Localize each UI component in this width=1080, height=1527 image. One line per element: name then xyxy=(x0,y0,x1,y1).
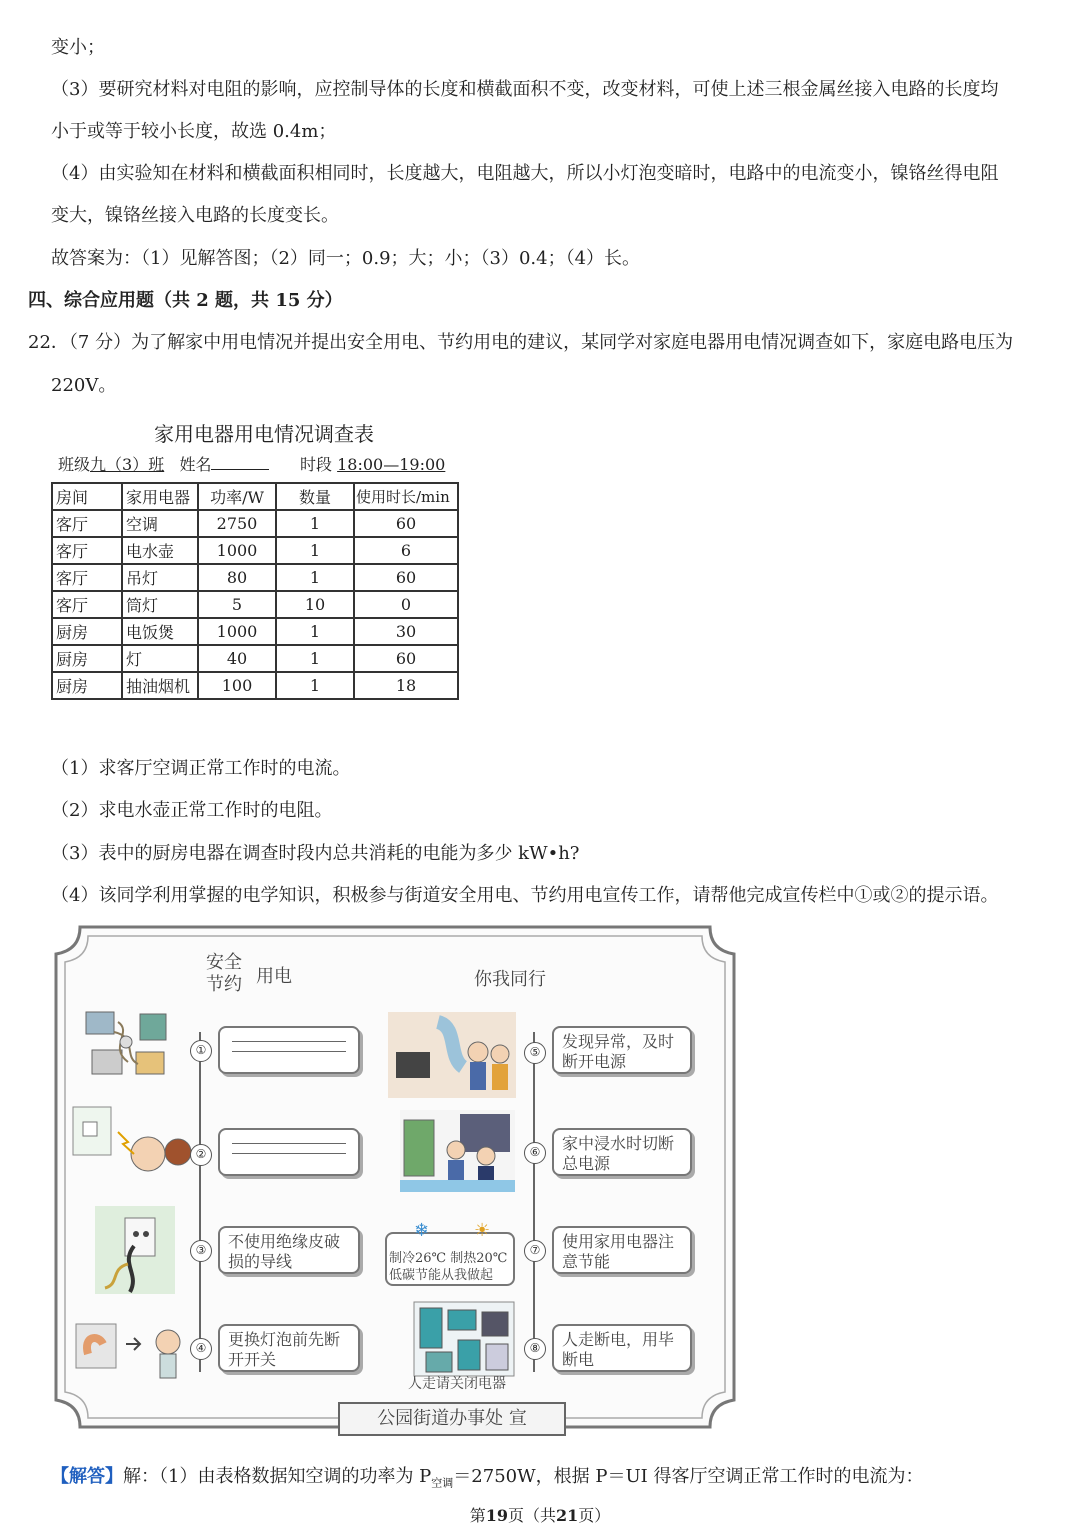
cell: 1 xyxy=(276,510,354,537)
cell: 10 xyxy=(276,591,354,618)
answer-tag: 【解答】 xyxy=(51,1466,123,1487)
cell: 5 xyxy=(198,591,276,618)
cell: 吊灯 xyxy=(122,564,198,591)
cell: 2750 xyxy=(198,510,276,537)
cell: 0 xyxy=(354,591,458,618)
poster-title-right: 用电 xyxy=(256,966,292,987)
total-pages: 21 xyxy=(556,1506,579,1525)
class-value: 九（3）班 xyxy=(90,455,165,474)
survey-table xyxy=(51,482,459,700)
footer-pre: 第 xyxy=(469,1506,486,1525)
section-heading: 四、综合应用题（共 2 题，共 15 分） xyxy=(28,290,343,311)
footer-post: 页） xyxy=(578,1506,611,1525)
cell: 1000 xyxy=(198,537,276,564)
table-header-row xyxy=(52,483,458,510)
damaged-wire-illustration xyxy=(90,1204,180,1296)
slogan-box-2-blank[interactable] xyxy=(218,1128,360,1176)
child-socket-illustration xyxy=(68,1102,193,1187)
cell: 客厅 xyxy=(52,591,122,618)
poster-title-stack xyxy=(206,952,242,996)
timeline-right xyxy=(533,1032,535,1372)
blank-line xyxy=(232,1051,346,1052)
poster-title-2: 你我同行 xyxy=(474,969,546,990)
answer-subscript: 空调 xyxy=(431,1476,454,1490)
sun-icon: ☀ xyxy=(474,1220,491,1241)
name-blank xyxy=(211,455,269,470)
ac-heat-label: 制热20℃ xyxy=(450,1251,508,1266)
cell: 空调 xyxy=(122,510,198,537)
cell: 80 xyxy=(198,564,276,591)
slogan-box-3: 不使用绝缘皮破损的导线 xyxy=(218,1226,360,1274)
slogan-box-8: 人走断电，用毕断电 xyxy=(552,1324,692,1372)
cell: 60 xyxy=(354,510,458,537)
question-22: 22．（7 分）为了解家中用电情况并提出安全用电、节约用电的建议，某同学对家庭电器用电情况调查如下，家庭电路电压为 xyxy=(28,332,1014,353)
cell: 60 xyxy=(354,564,458,591)
slogan-box-4: 更换灯泡前先断开开关 xyxy=(218,1324,360,1372)
cell: 1 xyxy=(276,645,354,672)
col-header: 房间 xyxy=(52,483,122,510)
col-header: 功率/W xyxy=(198,483,276,510)
overloaded-socket-illustration xyxy=(78,1002,178,1082)
snow-sun-icons xyxy=(410,1218,500,1242)
cell: 厨房 xyxy=(52,672,122,699)
appliance-caption: 人走请关闭电器 xyxy=(408,1376,506,1392)
circle-number-7: ⑦ xyxy=(524,1240,546,1262)
sub-question-3: （3）表中的厨房电器在调查时段内总共消耗的电能为多少 kW•h? xyxy=(51,843,580,864)
slogan-box-7: 使用家用电器注意节能 xyxy=(552,1226,692,1274)
cell: 100 xyxy=(198,672,276,699)
answer-text: 解：（1）由表格数据知空调的功率为 P xyxy=(123,1466,432,1487)
cell: 厨房 xyxy=(52,618,122,645)
circle-number-4: ④ xyxy=(190,1338,212,1360)
snowflake-icon: ❄ xyxy=(414,1220,430,1241)
slogan-box-5: 发现异常，及时断开电源 xyxy=(552,1026,692,1074)
table-row xyxy=(52,537,458,564)
slogan-box-6: 家中浸水时切断总电源 xyxy=(552,1128,692,1176)
circle-number-5: ⑤ xyxy=(524,1042,546,1064)
table-title: 家用电器用电情况调查表 xyxy=(154,422,374,446)
answer-line xyxy=(51,1465,923,1496)
circle-number-6: ⑥ xyxy=(524,1142,546,1164)
table-row xyxy=(52,510,458,537)
col-header: 数量 xyxy=(276,483,354,510)
class-label: 班级 xyxy=(58,455,91,474)
circle-number-2: ② xyxy=(190,1144,212,1166)
cell: 厨房 xyxy=(52,645,122,672)
cell: 40 xyxy=(198,645,276,672)
timeline-left xyxy=(199,1032,201,1372)
table-row xyxy=(52,645,458,672)
circle-number-1: ① xyxy=(190,1040,212,1062)
cell: 电水壶 xyxy=(122,537,198,564)
table-row xyxy=(52,618,458,645)
question-22-cont: 220V。 xyxy=(51,375,117,396)
table-meta xyxy=(58,452,445,475)
cell: 电饭煲 xyxy=(122,618,198,645)
table-row xyxy=(52,672,458,699)
cell: 1000 xyxy=(198,618,276,645)
ac-cool-label: 制冷26℃ xyxy=(389,1251,447,1266)
cell: 抽油烟机 xyxy=(122,672,198,699)
cell: 筒灯 xyxy=(122,591,198,618)
time-value: 18:00—19:00 xyxy=(337,455,446,474)
cell: 30 xyxy=(354,618,458,645)
text-line: 变大，镍铬丝接入电路的长度变长。 xyxy=(51,205,339,226)
cell: 18 xyxy=(354,672,458,699)
blank-line xyxy=(232,1153,346,1154)
office-sign: 公园街道办事处 宣 xyxy=(338,1402,566,1436)
answer-summary: 故答案为：（1）见解答图；（2）同一；0.9；大；小；（3）0.4；（4）长。 xyxy=(51,248,641,269)
safety-poster xyxy=(50,922,740,1447)
cell: 1 xyxy=(276,537,354,564)
page-footer xyxy=(0,1503,1080,1526)
poster-title-bottom: 节约 xyxy=(206,974,242,995)
circle-number-8: ⑧ xyxy=(524,1338,546,1360)
cell: 1 xyxy=(276,672,354,699)
footer-mid: 页（共 xyxy=(507,1506,556,1525)
time-label: 时段 xyxy=(300,455,333,474)
cell: 客厅 xyxy=(52,564,122,591)
cell: 灯 xyxy=(122,645,198,672)
cell: 6 xyxy=(354,537,458,564)
cell: 客厅 xyxy=(52,537,122,564)
circle-number-3: ③ xyxy=(190,1240,212,1262)
sub-question-2: （2）求电水壶正常工作时的电阻。 xyxy=(51,800,333,821)
sub-question-4: （4）该同学利用掌握的电学知识，积极参与街道安全用电、节约用电宣传工作，请帮他完成宣传栏中①或②的提示语。 xyxy=(51,885,999,906)
cell: 60 xyxy=(354,645,458,672)
text-line: 变小； xyxy=(51,37,105,58)
table-row xyxy=(52,591,458,618)
col-header: 家用电器 xyxy=(122,483,198,510)
sub-question-1: （1）求客厅空调正常工作时的电流。 xyxy=(51,758,351,779)
poster-title-top: 安全 xyxy=(206,952,242,973)
appliances-illustration xyxy=(412,1300,516,1378)
answer-rest: ＝2750W，根据 P＝UI 得客厅空调正常工作时的电流为： xyxy=(453,1466,924,1487)
flooded-home-illustration xyxy=(400,1110,515,1192)
ac-slogan: 低碳节能从我做起 xyxy=(389,1268,494,1283)
slogan-box-1-blank[interactable] xyxy=(218,1026,360,1074)
cell: 1 xyxy=(276,618,354,645)
text-line: （3）要研究材料对电阻的影响，应控制导体的长度和横截面积不变，改变材料，可使上述三根金属丝接入电路的长度均 xyxy=(51,79,999,100)
ac-modes xyxy=(389,1250,511,1267)
light-switch-illustration xyxy=(68,1314,193,1382)
col-header: 使用时长/min xyxy=(354,483,458,510)
text-line: 小于或等于较小长度，故选 0.4m； xyxy=(51,121,337,142)
blank-line xyxy=(232,1041,346,1042)
table-row xyxy=(52,564,458,591)
page-number: 19 xyxy=(485,1506,508,1525)
blank-line xyxy=(232,1143,346,1144)
cell: 1 xyxy=(276,564,354,591)
cell: 客厅 xyxy=(52,510,122,537)
fire-alarm-illustration xyxy=(388,1012,516,1098)
name-label: 姓名 xyxy=(179,455,212,474)
text-line: （4）由实验知在材料和横截面积相同时，长度越大，电阻越大，所以小灯泡变暗时，电路中的电流变小，镍铬丝得电阻 xyxy=(51,163,999,184)
